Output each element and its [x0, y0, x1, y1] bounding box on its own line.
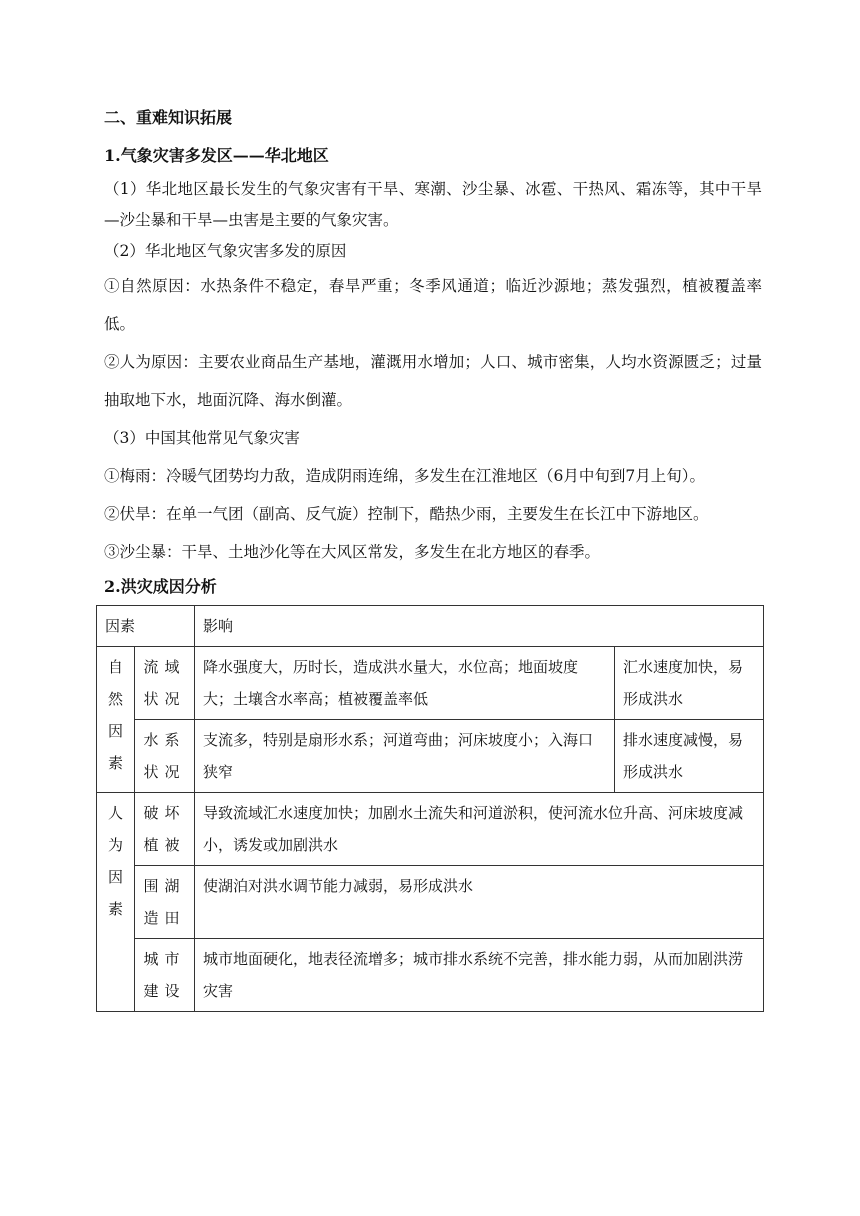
- vegetation-label: 破坏植被: [135, 793, 195, 866]
- human-factor-cell: [97, 793, 135, 1012]
- paragraph-7: ②伏旱：在单一气团（副高、反气旋）控制下，酷热少雨，主要发生在长江中下游地区。: [104, 505, 709, 523]
- paragraph-6: ①梅雨：冷暖气团势均力敌，造成阴雨连绵，多发生在江淮地区（6月中旬到7月上旬）。: [104, 467, 705, 485]
- lake-label: 围湖造田: [135, 866, 195, 939]
- vegetation-effect: 导致流域汇水速度加快；加剧水土流失和河道淤积，使河流水位升高、河床坡度减小，诱发或加剧洪水: [195, 793, 764, 866]
- human-char: 人: [107, 804, 123, 822]
- river-label: 水系状况: [135, 720, 195, 793]
- basin-result: 汇水速度加快，易形成洪水: [615, 647, 764, 720]
- natural-char: 自: [107, 658, 123, 676]
- table-row: [97, 793, 764, 866]
- basin-cause: 降水强度大，历时长，造成洪水量大，水位高；地面坡度大；土壤含水率高；植被覆盖率低: [195, 647, 615, 720]
- section-title: 二、重难知识拓展: [104, 108, 233, 127]
- paragraph-5: （3）中国其他常见气象灾害: [104, 429, 300, 447]
- flood-cause-table: [96, 605, 764, 1012]
- paragraph-2: （2）华北地区气象灾害多发的原因: [104, 242, 347, 260]
- city-label: 城市建设: [135, 939, 195, 1012]
- natural-char: 然: [107, 690, 123, 708]
- human-char: 素: [107, 900, 123, 918]
- table-header-row: [97, 606, 764, 647]
- natural-factor-cell: [97, 647, 135, 793]
- table-row: [97, 647, 764, 720]
- human-char: 为: [107, 836, 123, 854]
- natural-char: 因: [107, 722, 123, 740]
- header-factor: 因素: [97, 606, 195, 647]
- document-page: [104, 98, 762, 1012]
- paragraph-1: （1）华北地区最长发生的气象灾害有干旱、寒潮、沙尘暴、冰雹、干热风、霜冻等，其中干旱—沙尘暴和干旱—虫害是主要的气象灾害。: [104, 180, 762, 229]
- table-row: [97, 939, 764, 1012]
- river-result: 排水速度减慢，易形成洪水: [615, 720, 764, 793]
- city-effect: 城市地面硬化，地表径流增多；城市排水系统不完善，排水能力弱，从而加剧洪涝灾害: [195, 939, 764, 1012]
- subsection-title-1: 1.气象灾害多发区——华北地区: [104, 146, 329, 165]
- table-row: [97, 720, 764, 793]
- natural-char: 素: [107, 754, 123, 772]
- human-char: 因: [107, 868, 123, 886]
- paragraph-4: ②人为原因：主要农业商品生产基地，灌溉用水增加；人口、城市密集，人均水资源匮乏；过量抽取地下水，地面沉降、海水倒灌。: [104, 353, 762, 409]
- paragraph-8: ③沙尘暴：干旱、土地沙化等在大风区常发，多发生在北方地区的春季。: [104, 543, 601, 561]
- lake-effect: 使湖泊对洪水调节能力减弱，易形成洪水: [195, 866, 764, 939]
- table-row: [97, 866, 764, 939]
- header-effect: 影响: [195, 606, 764, 647]
- river-cause: 支流多，特别是扇形水系；河道弯曲；河床坡度小；入海口狭窄: [195, 720, 615, 793]
- paragraph-3: ①自然原因：水热条件不稳定，春旱严重；冬季风通道；临近沙源地；蒸发强烈，植被覆盖率低。: [104, 277, 762, 333]
- subsection-title-2: 2.洪灾成因分析: [104, 577, 217, 596]
- basin-label: 流域状况: [135, 647, 195, 720]
